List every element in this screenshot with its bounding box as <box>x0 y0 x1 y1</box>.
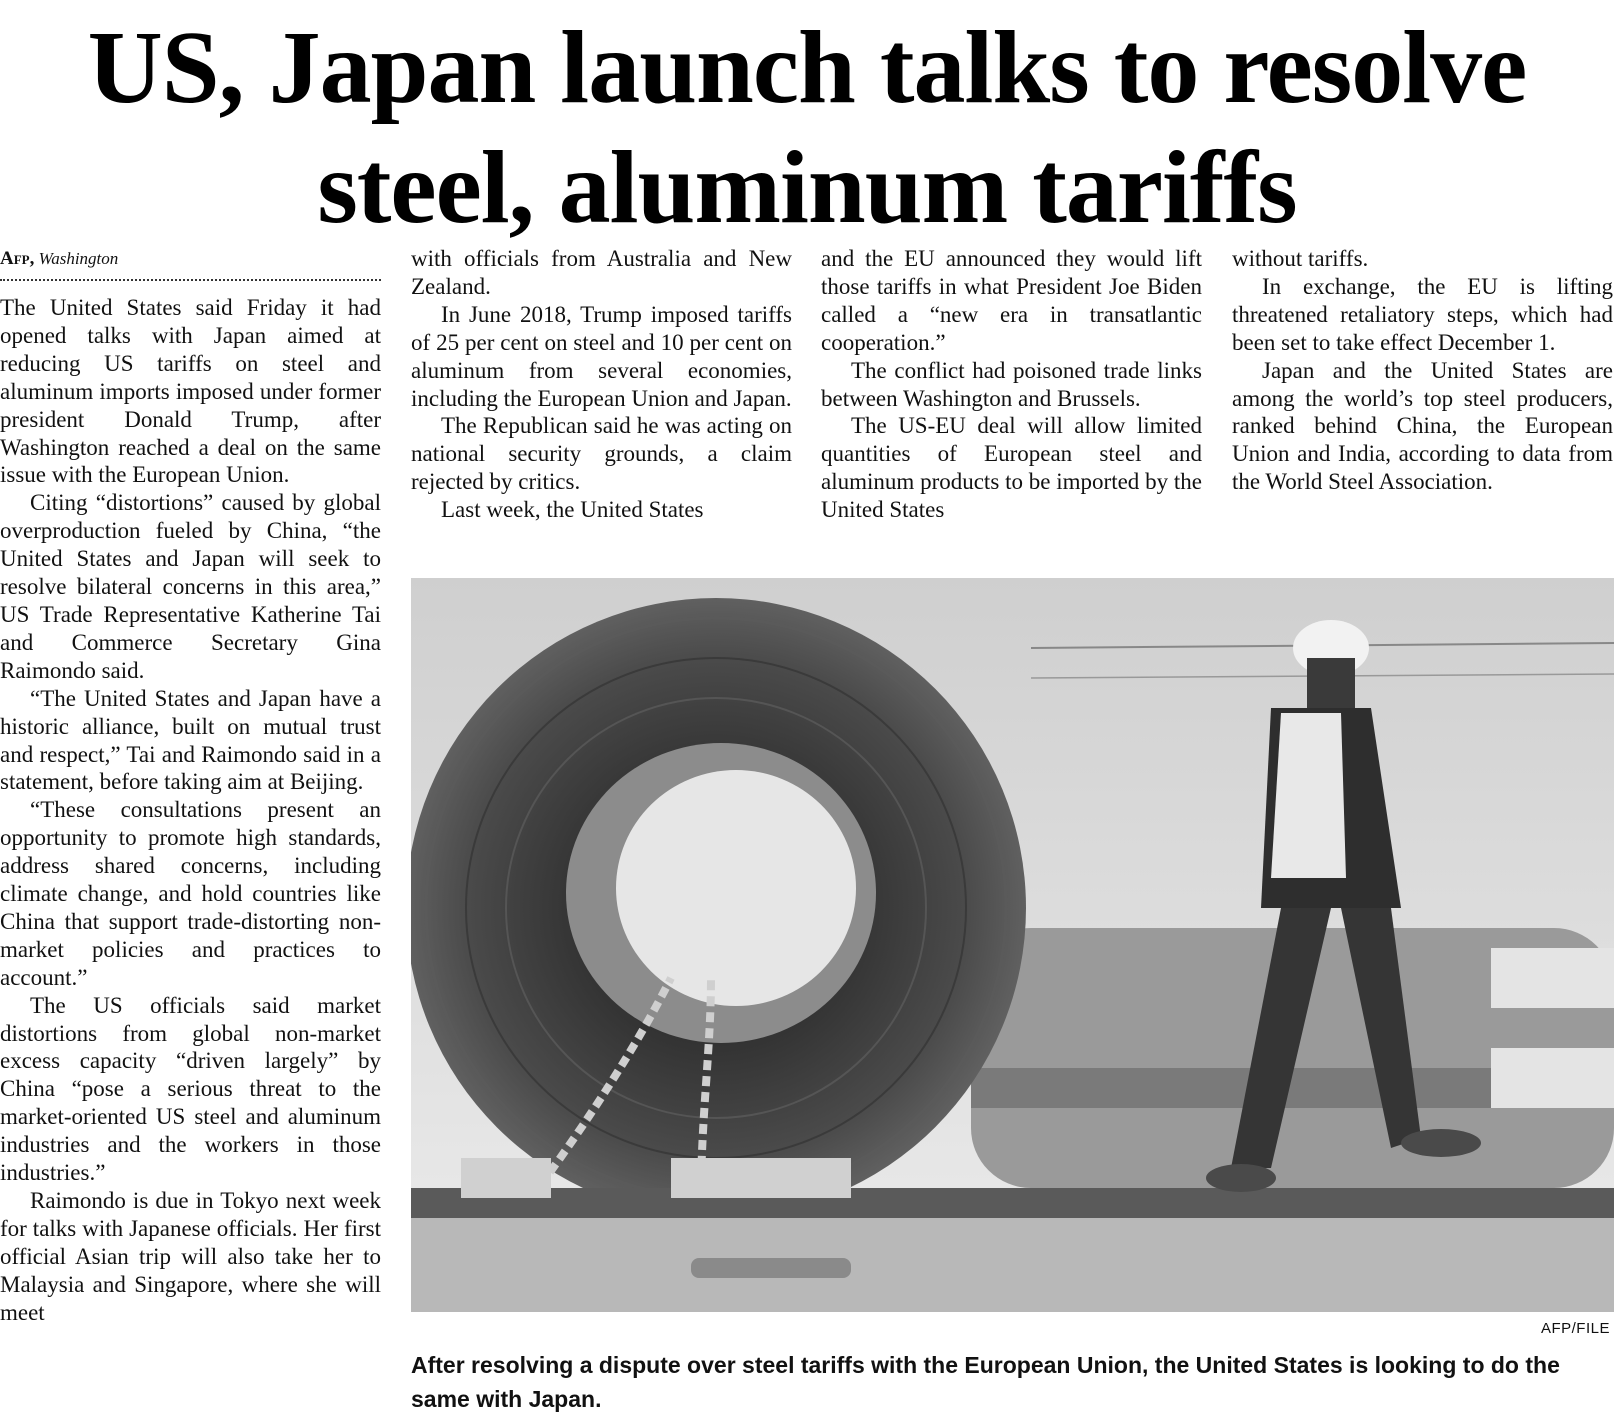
paragraph: In exchange, the EU is lifting threatened retaliatory steps, which had been set to take effect December 1. <box>1232 273 1613 355</box>
paragraph: and the EU announced they would lift those tariffs in what President Joe Biden called a “new era in transatlantic cooperation.” <box>821 246 1202 355</box>
paragraph: The US officials said market distortions from global non-market excess capacity “driven largely” by China “pose a serious threat to the market-oriented US steel and aluminum industries and the workers in those industries.” <box>0 992 381 1186</box>
steel-coil-photo-illustration <box>411 578 1614 1312</box>
byline-place: Washington <box>38 249 119 268</box>
news-photo <box>411 578 1614 1312</box>
paragraph: The Republican said he was acting on national security grounds, a claim rejected by critics. <box>411 413 792 495</box>
article-column-1 <box>0 294 381 1327</box>
article-column-3 <box>821 245 1202 524</box>
paragraph: The conflict had poisoned trade links between Washington and Brussels. <box>821 357 1202 411</box>
paragraph: Raimondo is due in Tokyo next week for talks with Japanese officials. Her first official Asian trip will also take her to Malaysia and Singapore, where she will meet <box>0 1188 381 1325</box>
headline-line-2: steel, aluminum tariffs <box>317 130 1297 245</box>
paragraph: without tariffs. <box>1232 246 1369 271</box>
paragraph: “These consultations present an opportunity to promote high standards, address shared concerns, including climate change, and hold countries like China that support trade-distorting non-market policies and practices to account.” <box>0 797 381 990</box>
byline <box>0 248 381 270</box>
paragraph: “The United States and Japan have a historic alliance, built on mutual trust and respect,” Tai and Raimondo said in a statement, before taking aim at Beijing. <box>0 685 381 795</box>
paragraph: In June 2018, Trump imposed tariffs of 25 per cent on steel and 10 per cent on aluminum from several economies, including the European Union and Japan. <box>411 301 792 411</box>
paragraph: The United States said Friday it had opened talks with Japan aimed at reducing US tariffs on steel and aluminum imports imposed under former president Donald Trump, after Washington reached a deal on the same issue with the European Union. <box>0 295 381 488</box>
paragraph: Japan and the United States are among the world’s top steel producers, ranked behind China, the European Union and India, according to data from the World Steel Association. <box>1232 357 1613 495</box>
byline-agency: Afp, <box>0 248 35 269</box>
paragraph: Last week, the United States <box>441 497 704 523</box>
paragraph: The US-EU deal will allow limited quantities of European steel and aluminum products to be imported by the United States <box>821 413 1202 523</box>
article-column-4 <box>1232 245 1613 496</box>
headline <box>0 8 1614 248</box>
paragraph: with officials from Australia and New Zealand. <box>411 246 792 299</box>
headline-line-1: US, Japan launch talks to resolve <box>87 10 1527 125</box>
photo-credit: AFP/FILE <box>1540 1320 1610 1337</box>
photo-caption: After resolving a dispute over steel tariffs with the European Union, the United States is looking to do the same with Japan. <box>411 1352 1560 1412</box>
article-column-2 <box>411 245 792 524</box>
byline-divider <box>0 279 381 281</box>
paragraph: Citing “distortions” caused by global overproduction fueled by China, “the United States and Japan will seek to resolve bilateral concerns in this area,” US Trade Representative Katherine Tai and Commerce Secretary Gina Raimondo said. <box>0 490 381 683</box>
